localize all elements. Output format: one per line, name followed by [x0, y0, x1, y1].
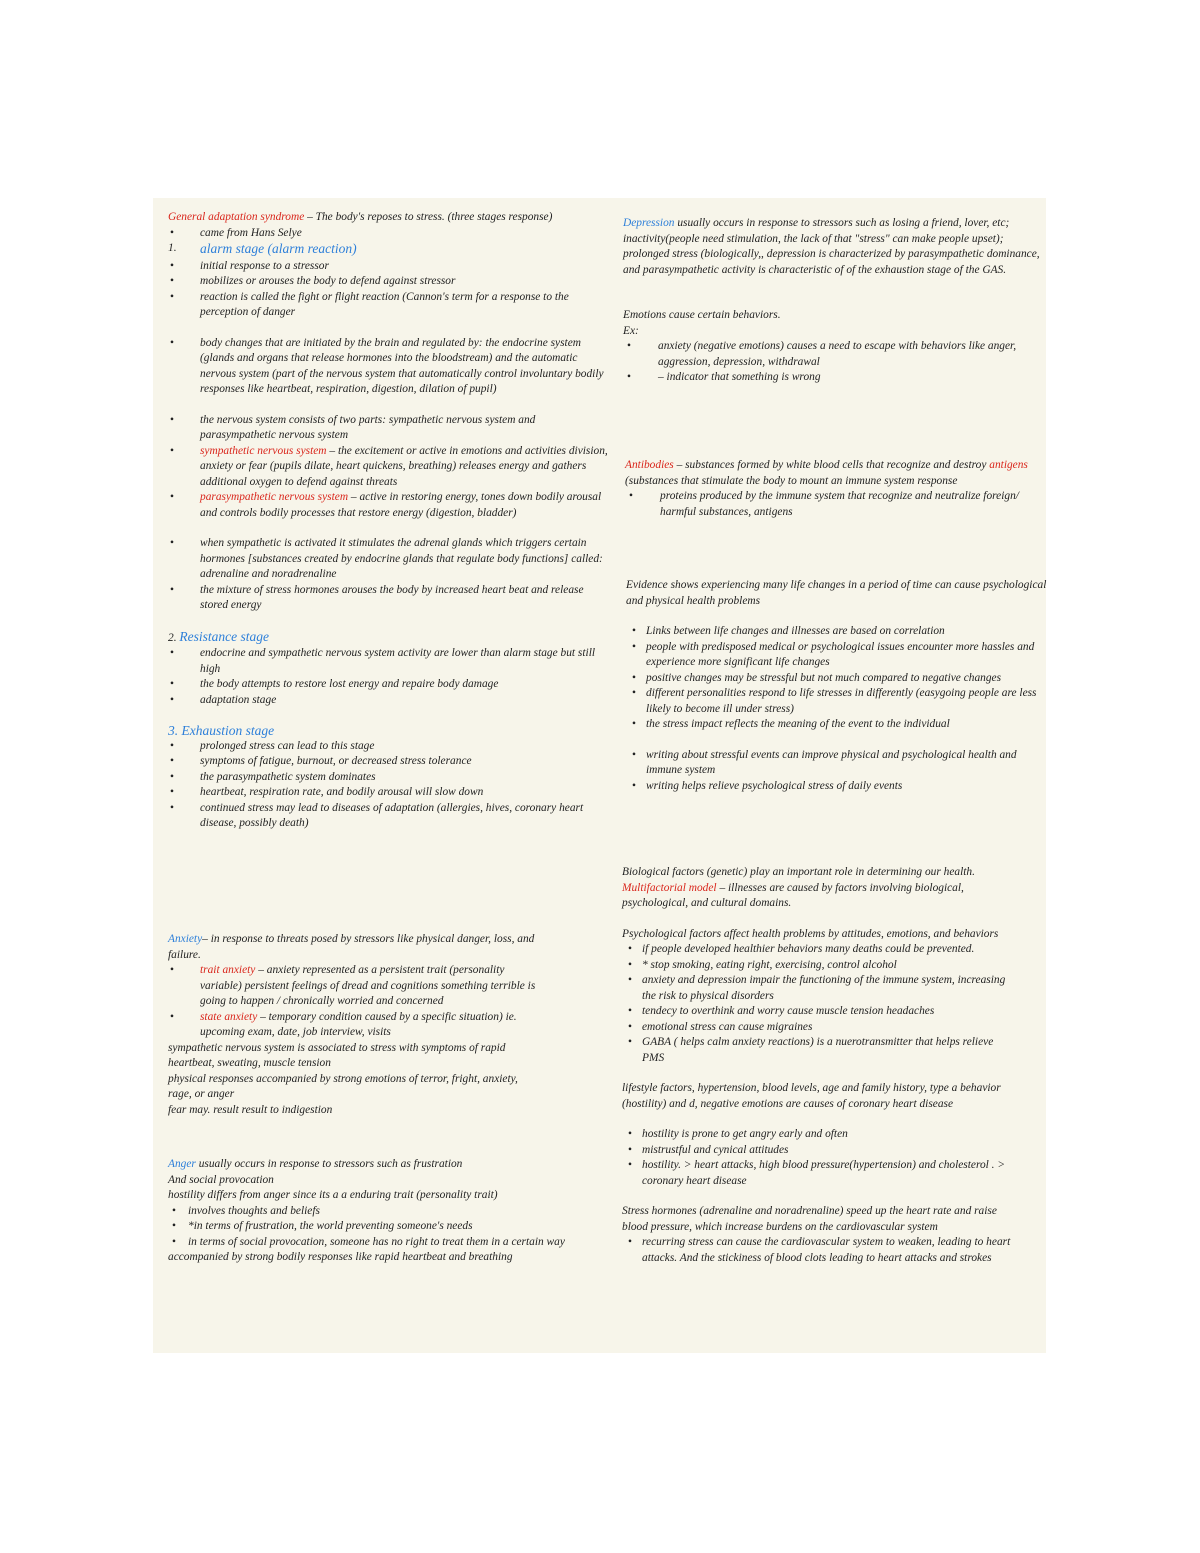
- list-item: • when sympathetic is activated it stimulates the adrenal glands which triggers certain hormones [substances created by endocrine glands that regulate body functions] called: adrenaline and noradrenaline: [168, 536, 608, 583]
- list-item: • – indicator that something is wrong: [623, 370, 1047, 386]
- list-item: • initial response to a stressor: [168, 259, 608, 275]
- list-item: • continued stress may lead to diseases of adaptation (allergies, hives, coronary heart disease, possibly death): [168, 801, 608, 832]
- list-item: • the body attempts to restore lost energy and repaire body damage: [168, 677, 608, 693]
- list-item: • in terms of social provocation, someone has no right to treat them in a certain way: [168, 1235, 568, 1251]
- anxiety-list: [168, 963, 543, 1041]
- gas-list: [168, 226, 608, 242]
- list-item: • the parasympathetic system dominates: [168, 770, 608, 786]
- resistance-list: [168, 646, 608, 708]
- list-item: • hostility. > heart attacks, high blood pressure(hypertension) and cholesterol . > coronary heart disease: [622, 1158, 1017, 1189]
- list-item: • * stop smoking, eating right, exercising, control alcohol: [622, 958, 1017, 974]
- anxiety-paragraph: fear may. result result to indigestion: [168, 1103, 333, 1116]
- antibodies-list: [625, 489, 1045, 520]
- list-item: • involves thoughts and beliefs: [168, 1204, 568, 1220]
- gas-heading: General adaptation syndrome – The body's reposes to stress. (three stages response): [168, 211, 553, 223]
- list-item: • body changes that are initiated by the brain and regulated by: the endocrine system (glands and organs that release hormones into the bloodstream) and the automatic nervous system (part of the nervous system that automatically control involuntary bodily responses like heartbeat, respiration, digestion, dilation of pupil): [168, 336, 608, 398]
- list-item: • writing helps relieve psychological stress of daily events: [626, 779, 1047, 795]
- list-item: • the stress impact reflects the meaning of the event to the individual: [626, 717, 1047, 733]
- exhaustion-list: [168, 739, 608, 832]
- biological-paragraph: Biological factors (genetic) play an important role in determining our health.: [622, 866, 975, 878]
- list-item: • different personalities respond to life stresses in differently (easygoing people are less likely to become ill under stress): [626, 686, 1047, 717]
- left-column: [168, 210, 608, 832]
- list-item: • parasympathetic nervous system – active in restoring energy, tones down bodily arousal and controls bodily processes that restore energy (digestion, bladder): [168, 490, 608, 521]
- biological-section: [622, 865, 1017, 1266]
- lifestyle-paragraph: lifestyle factors, hypertension, blood levels, age and family history, type a behavior (hostility) and d, negative emotions are causes of coronary heart disease: [622, 1082, 1001, 1110]
- list-item: • sympathetic nervous system – the excitement or active in emotions and activities division, anxiety or fear (pupils dilate, heart quickens, breathing) releases energy and gathers additional oxygen to defend against threats: [168, 444, 608, 491]
- list-item: • mistrustful and cynical attitudes: [622, 1143, 1017, 1159]
- anger-paragraph: accompanied by strong bodily responses like rapid heartbeat and breathing: [168, 1251, 513, 1263]
- right-column: [623, 216, 1047, 386]
- exhaustion-stage-heading: 3. Exhaustion stage: [168, 723, 275, 738]
- list-item: • mobilizes or arouses the body to defend against stressor: [168, 274, 608, 290]
- anger-heading: Anger usually occurs in response to stressors such as frustration: [168, 1158, 463, 1170]
- antibodies-paragraph: Antibodies – substances formed by white blood cells that recognize and destroy antigens (substances that stimulate the body to mount an immune system response: [625, 459, 1028, 487]
- anger-list: [168, 1204, 568, 1251]
- anxiety-paragraph: sympathetic nervous system is associated to stress with symptoms of rapid heartbeat, sweating, muscle tension: [168, 1041, 506, 1069]
- list-item: • emotional stress can cause migraines: [622, 1020, 1017, 1036]
- body-changes-list: [168, 336, 608, 398]
- psychological-paragraph: Psychological factors affect health problems by attitudes, emotions, and behaviors: [622, 927, 999, 940]
- stress-hormones-list: [622, 1235, 1017, 1266]
- emotions-list: [623, 339, 1047, 386]
- gas-term: General adaptation syndrome: [168, 211, 305, 223]
- writing-list: [626, 748, 1047, 795]
- anxiety-heading: Anxiety– in response to threats posed by stressors like physical danger, loss, and failure.: [168, 933, 535, 961]
- multifactorial-paragraph: Multifactorial model – illnesses are caused by factors involving biological, psychological, and cultural domains.: [622, 881, 964, 909]
- list-item: • came from Hans Selye: [168, 226, 608, 242]
- emotions-paragraph: Ex:: [623, 324, 639, 337]
- list-item: • endocrine and sympathetic nervous system activity are lower than alarm stage but still high: [168, 646, 608, 677]
- list-item: • positive changes may be stressful but not much compared to negative changes: [626, 671, 1047, 687]
- anxiety-section: [168, 932, 543, 1118]
- anger-paragraph: hostility differs from anger since its a a enduring trait (personality trait): [168, 1189, 498, 1201]
- list-item: • reaction is called the fight or flight reaction (Cannon's term for a response to the perception of danger: [168, 290, 608, 321]
- anger-section: [168, 1157, 568, 1266]
- hormones-list: [168, 536, 608, 614]
- evidence-paragraph: Evidence shows experiencing many life changes in a period of time can cause psychological and physical health problems: [626, 579, 1047, 607]
- list-item: • prolonged stress can lead to this stage: [168, 739, 608, 755]
- list-item: • trait anxiety – anxiety represented as a persistent trait (personality variable) persistent feelings of dread and cognitions something terrible is going to happen / chronically worried and concerned: [168, 963, 543, 1010]
- list-item: • the mixture of stress hormones arouses the body by increased heart beat and release stored energy: [168, 583, 608, 614]
- resistance-stage-heading: 2. Resistance stage: [168, 628, 270, 644]
- list-item: • people with predisposed medical or psychological issues encounter more hassles and experience more significant life changes: [626, 640, 1047, 671]
- list-item: • writing about stressful events can improve physical and psychological health and immune system: [626, 748, 1047, 779]
- depression-paragraph: Depression usually occurs in response to stressors such as losing a friend, lover, etc; inactivity(people need stimulation, the lack of that "stress" can make people upset); prolonged stress (biologically,, depression is characterized by parasympathetic dominance, and parasympathetic activity is characteristic of of the exhaustion stage of the GAS.: [623, 217, 1040, 276]
- list-item: • proteins produced by the immune system that recognize and neutralize foreign/ harmful substances, antigens: [625, 489, 1045, 520]
- list-item: • Links between life changes and illnesses are based on correlation: [626, 624, 1047, 640]
- list-item: • symptoms of fatigue, burnout, or decreased stress tolerance: [168, 754, 608, 770]
- list-item: • anxiety (negative emotions) causes a need to escape with behaviors like anger, aggression, depression, withdrawal: [623, 339, 1047, 370]
- stress-hormones-paragraph: Stress hormones (adrenaline and noradrenaline) speed up the heart rate and raise blood pressure, which increase burdens on the cardiovascular system: [622, 1205, 997, 1233]
- psychological-list: [622, 942, 1017, 1066]
- alarm-list: [168, 259, 608, 321]
- evidence-section: [626, 578, 1047, 794]
- alarm-stage-heading: 1. alarm stage (alarm reaction): [168, 241, 357, 256]
- list-item: • recurring stress can cause the cardiovascular system to weaken, leading to heart attacks. And the stickiness of blood clots leading to heart attacks and strokes: [622, 1235, 1017, 1266]
- list-item: • state anxiety – temporary condition caused by a specific situation) ie. upcoming exam, date, job interview, visits: [168, 1010, 543, 1041]
- antibodies-section: [625, 458, 1045, 520]
- list-item: • if people developed healthier behaviors many deaths could be prevented.: [622, 942, 1017, 958]
- nervous-system-list: [168, 413, 608, 522]
- list-item: • the nervous system consists of two parts: sympathetic nervous system and parasympathetic nervous system: [168, 413, 608, 444]
- list-item: • tendecy to overthink and worry cause muscle tension headaches: [622, 1004, 1017, 1020]
- list-item: • hostility is prone to get angry early and often: [622, 1127, 1017, 1143]
- anger-paragraph: And social provocation: [168, 1173, 274, 1186]
- list-item: • anxiety and depression impair the functioning of the immune system, increasing the risk to physical disorders: [622, 973, 1017, 1004]
- list-item: • GABA ( helps calm anxiety reactions) is a nuerotransmitter that helps relieve PMS: [622, 1035, 1017, 1066]
- list-item: • *in terms of frustration, the world preventing someone's needs: [168, 1219, 568, 1235]
- list-item: • adaptation stage: [168, 693, 608, 709]
- evidence-list: [626, 624, 1047, 733]
- emotions-paragraph: Emotions cause certain behaviors.: [623, 309, 781, 321]
- lifestyle-list: [622, 1127, 1017, 1189]
- list-item: • heartbeat, respiration rate, and bodily arousal will slow down: [168, 785, 608, 801]
- anxiety-paragraph: physical responses accompanied by strong emotions of terror, fright, anxiety, rage, or anger: [168, 1072, 518, 1100]
